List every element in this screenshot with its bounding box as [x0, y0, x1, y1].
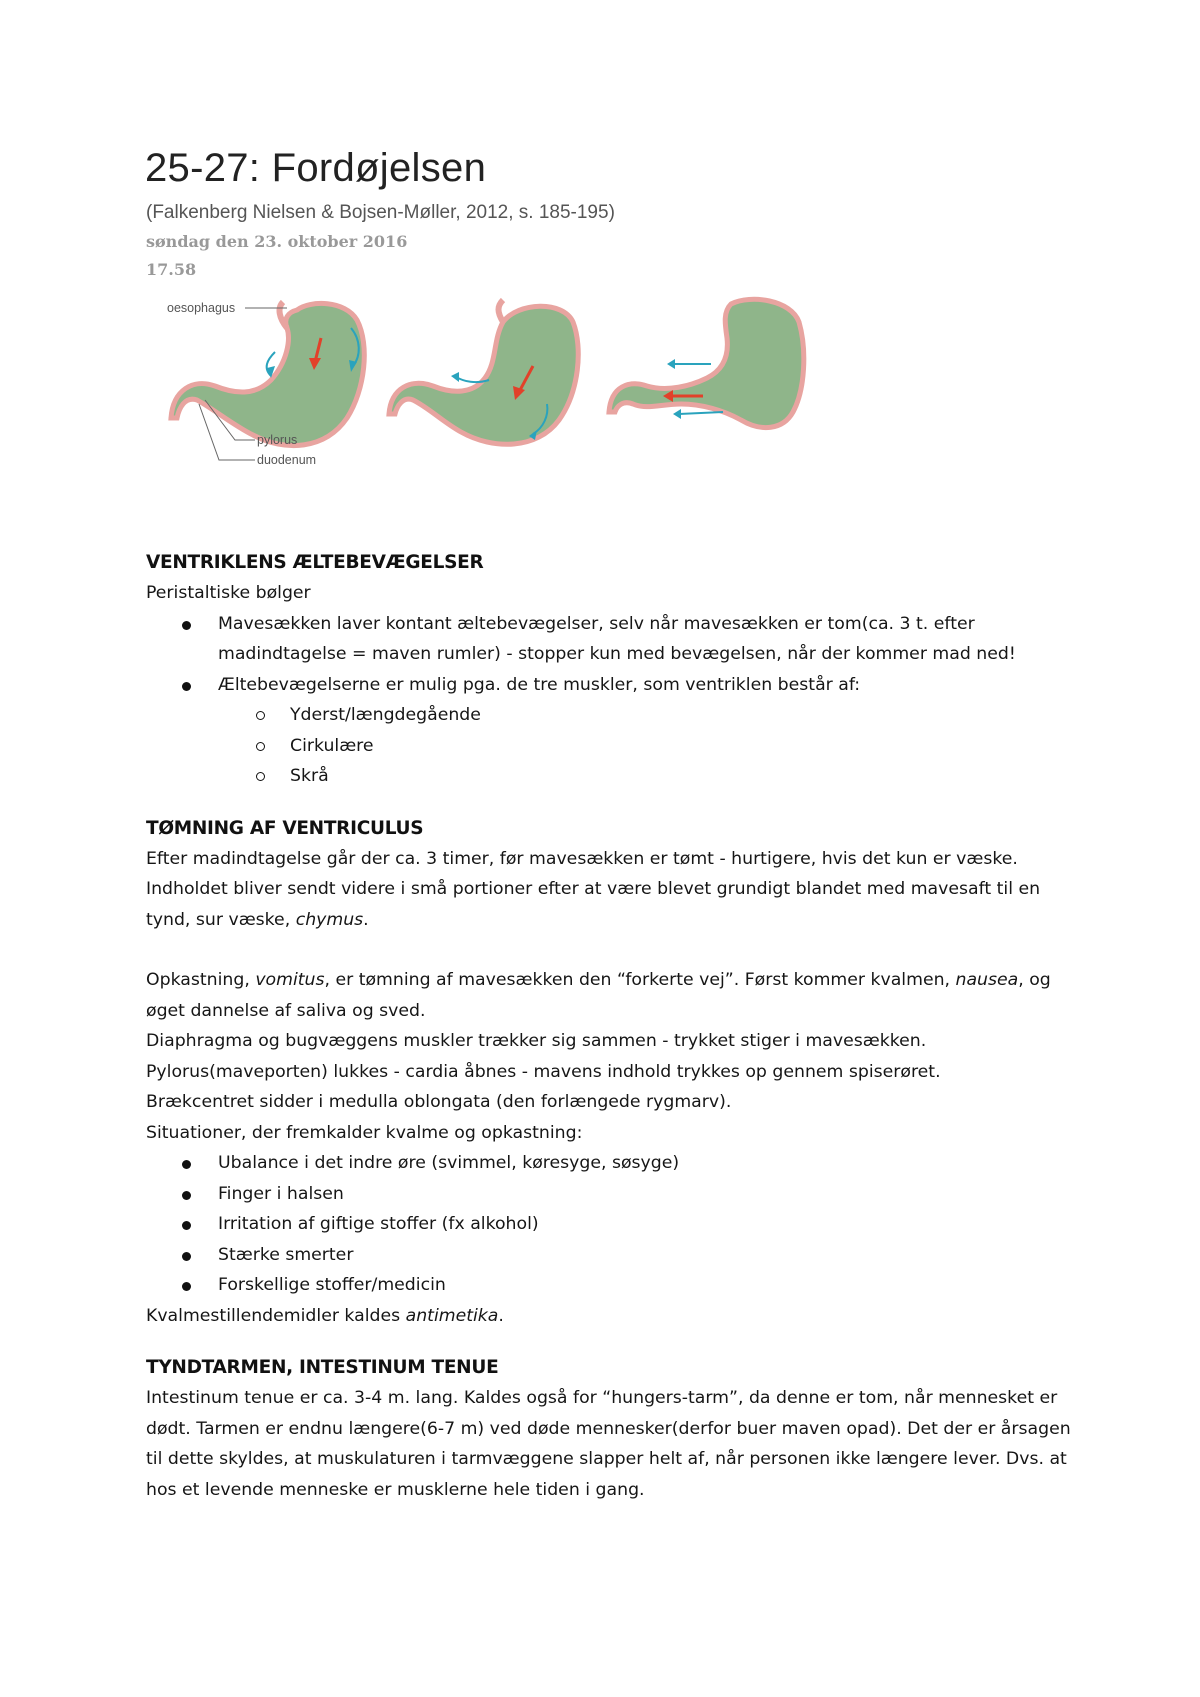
section-heading-toemning: TØMNING AF VENTRICULUS	[146, 817, 424, 839]
stomach-diagram-2	[389, 300, 578, 444]
section2-paragraph-7: Kvalmestillendemidler kaldes antimetika.	[146, 1305, 504, 1326]
section2-paragraph-4: Pylorus(maveporten) lukkes - cardia åbnes - mavens indhold trykkes op gennem spiserøret.	[146, 1061, 941, 1082]
section2-paragraph-6: Situationer, der fremkalder kvalme og opkastning:	[146, 1122, 583, 1143]
section2-paragraph-5: Brækcentret sidder i medulla oblongata (den forlængede rygmarv).	[146, 1092, 732, 1112]
list-item: Ubalance i det indre øre (svimmel, køresyge, søsyge)	[218, 1148, 1076, 1179]
note-body	[146, 548, 1076, 1505]
section3-paragraph-1: Intestinum tenue er ca. 3-4 m. lang. Kaldes også for “hungers-tarm”, da denne er tom, når mennesket er dødt. Tarmen er endnu længere(6-7 m) ved døde mennesker(derfor buer maven opad). Det der er årsagen til dette skyldes, at muskulaturen i tarmvæggene slapper helt af, når personen ikke længere lever. Dvs. at hos et levende menneske er musklerne hele tiden i gang.	[146, 1388, 1071, 1500]
section1-bullet-list	[146, 609, 1076, 792]
section-heading-tyndtarmen: TYNDTARMEN, INTESTINUM TENUE	[146, 1357, 499, 1378]
stomach-diagram-3	[609, 299, 804, 427]
muscle-sub-list	[218, 700, 1076, 792]
stomach-peristalsis-figure	[167, 300, 855, 520]
section1-intro: Peristaltiske bølger	[146, 583, 311, 603]
list-item-text: Æltebevægelserne er mulig pga. de tre muskler, som ventriklen består af:	[218, 674, 861, 695]
section2-paragraph-2: Opkastning, vomitus, er tømning af mavesækken den “forkerte vej”. Først kommer kvalmen, nausea, og øget dannelse af saliva og sved.	[146, 970, 1051, 1021]
list-item: Stærke smerter	[218, 1240, 1076, 1271]
section2-paragraph-3: Diaphragma og bugvæggens muskler trækker sig sammen - trykket stiger i mavesækken.	[146, 1031, 927, 1051]
section2-bullet-list	[146, 1148, 1076, 1301]
note-time: 17.58	[146, 260, 197, 279]
label-oesophagus: oesophagus	[167, 301, 236, 315]
label-duodenum: duodenum	[257, 453, 317, 467]
list-item: Mavesækken laver kontant æltebevægelser, selv når mavesækken er tom(ca. 3 t. efter madindtagelse = maven rumler) - stopper kun med bevægelsen, når der kommer mad ned!	[218, 609, 1076, 670]
sub-list-item: Yderst/længdegående	[290, 700, 1076, 731]
sub-list-item: Cirkulære	[290, 731, 1076, 762]
page-title: 25-27: Fordøjelsen	[145, 146, 487, 190]
list-item: Finger i halsen	[218, 1179, 1076, 1210]
stomach-diagram-1	[167, 301, 364, 467]
section2-paragraph-1: Efter madindtagelse går der ca. 3 timer, før mavesækken er tømt - hurtigere, hvis det kun er væske. Indholdet bliver sendt videre i små portioner efter at være blevet grundigt blandet med mavesaft til en tynd, sur væske, chymus.	[146, 848, 1041, 930]
list-item: Forskellige stoffer/medicin	[218, 1270, 1076, 1301]
note-date: søndag den 23. oktober 2016	[146, 232, 408, 251]
list-item: Irritation af giftige stoffer (fx alkohol)	[218, 1209, 1076, 1240]
sub-list-item: Skrå	[290, 761, 1076, 792]
list-item	[218, 670, 1076, 792]
section-heading-ventrikel: VENTRIKLENS ÆLTEBEVÆGELSER	[146, 552, 484, 573]
label-pylorus: pylorus	[257, 433, 298, 447]
citation: (Falkenberg Nielsen & Bojsen-Møller, 2012, s. 185-195)	[146, 202, 615, 223]
